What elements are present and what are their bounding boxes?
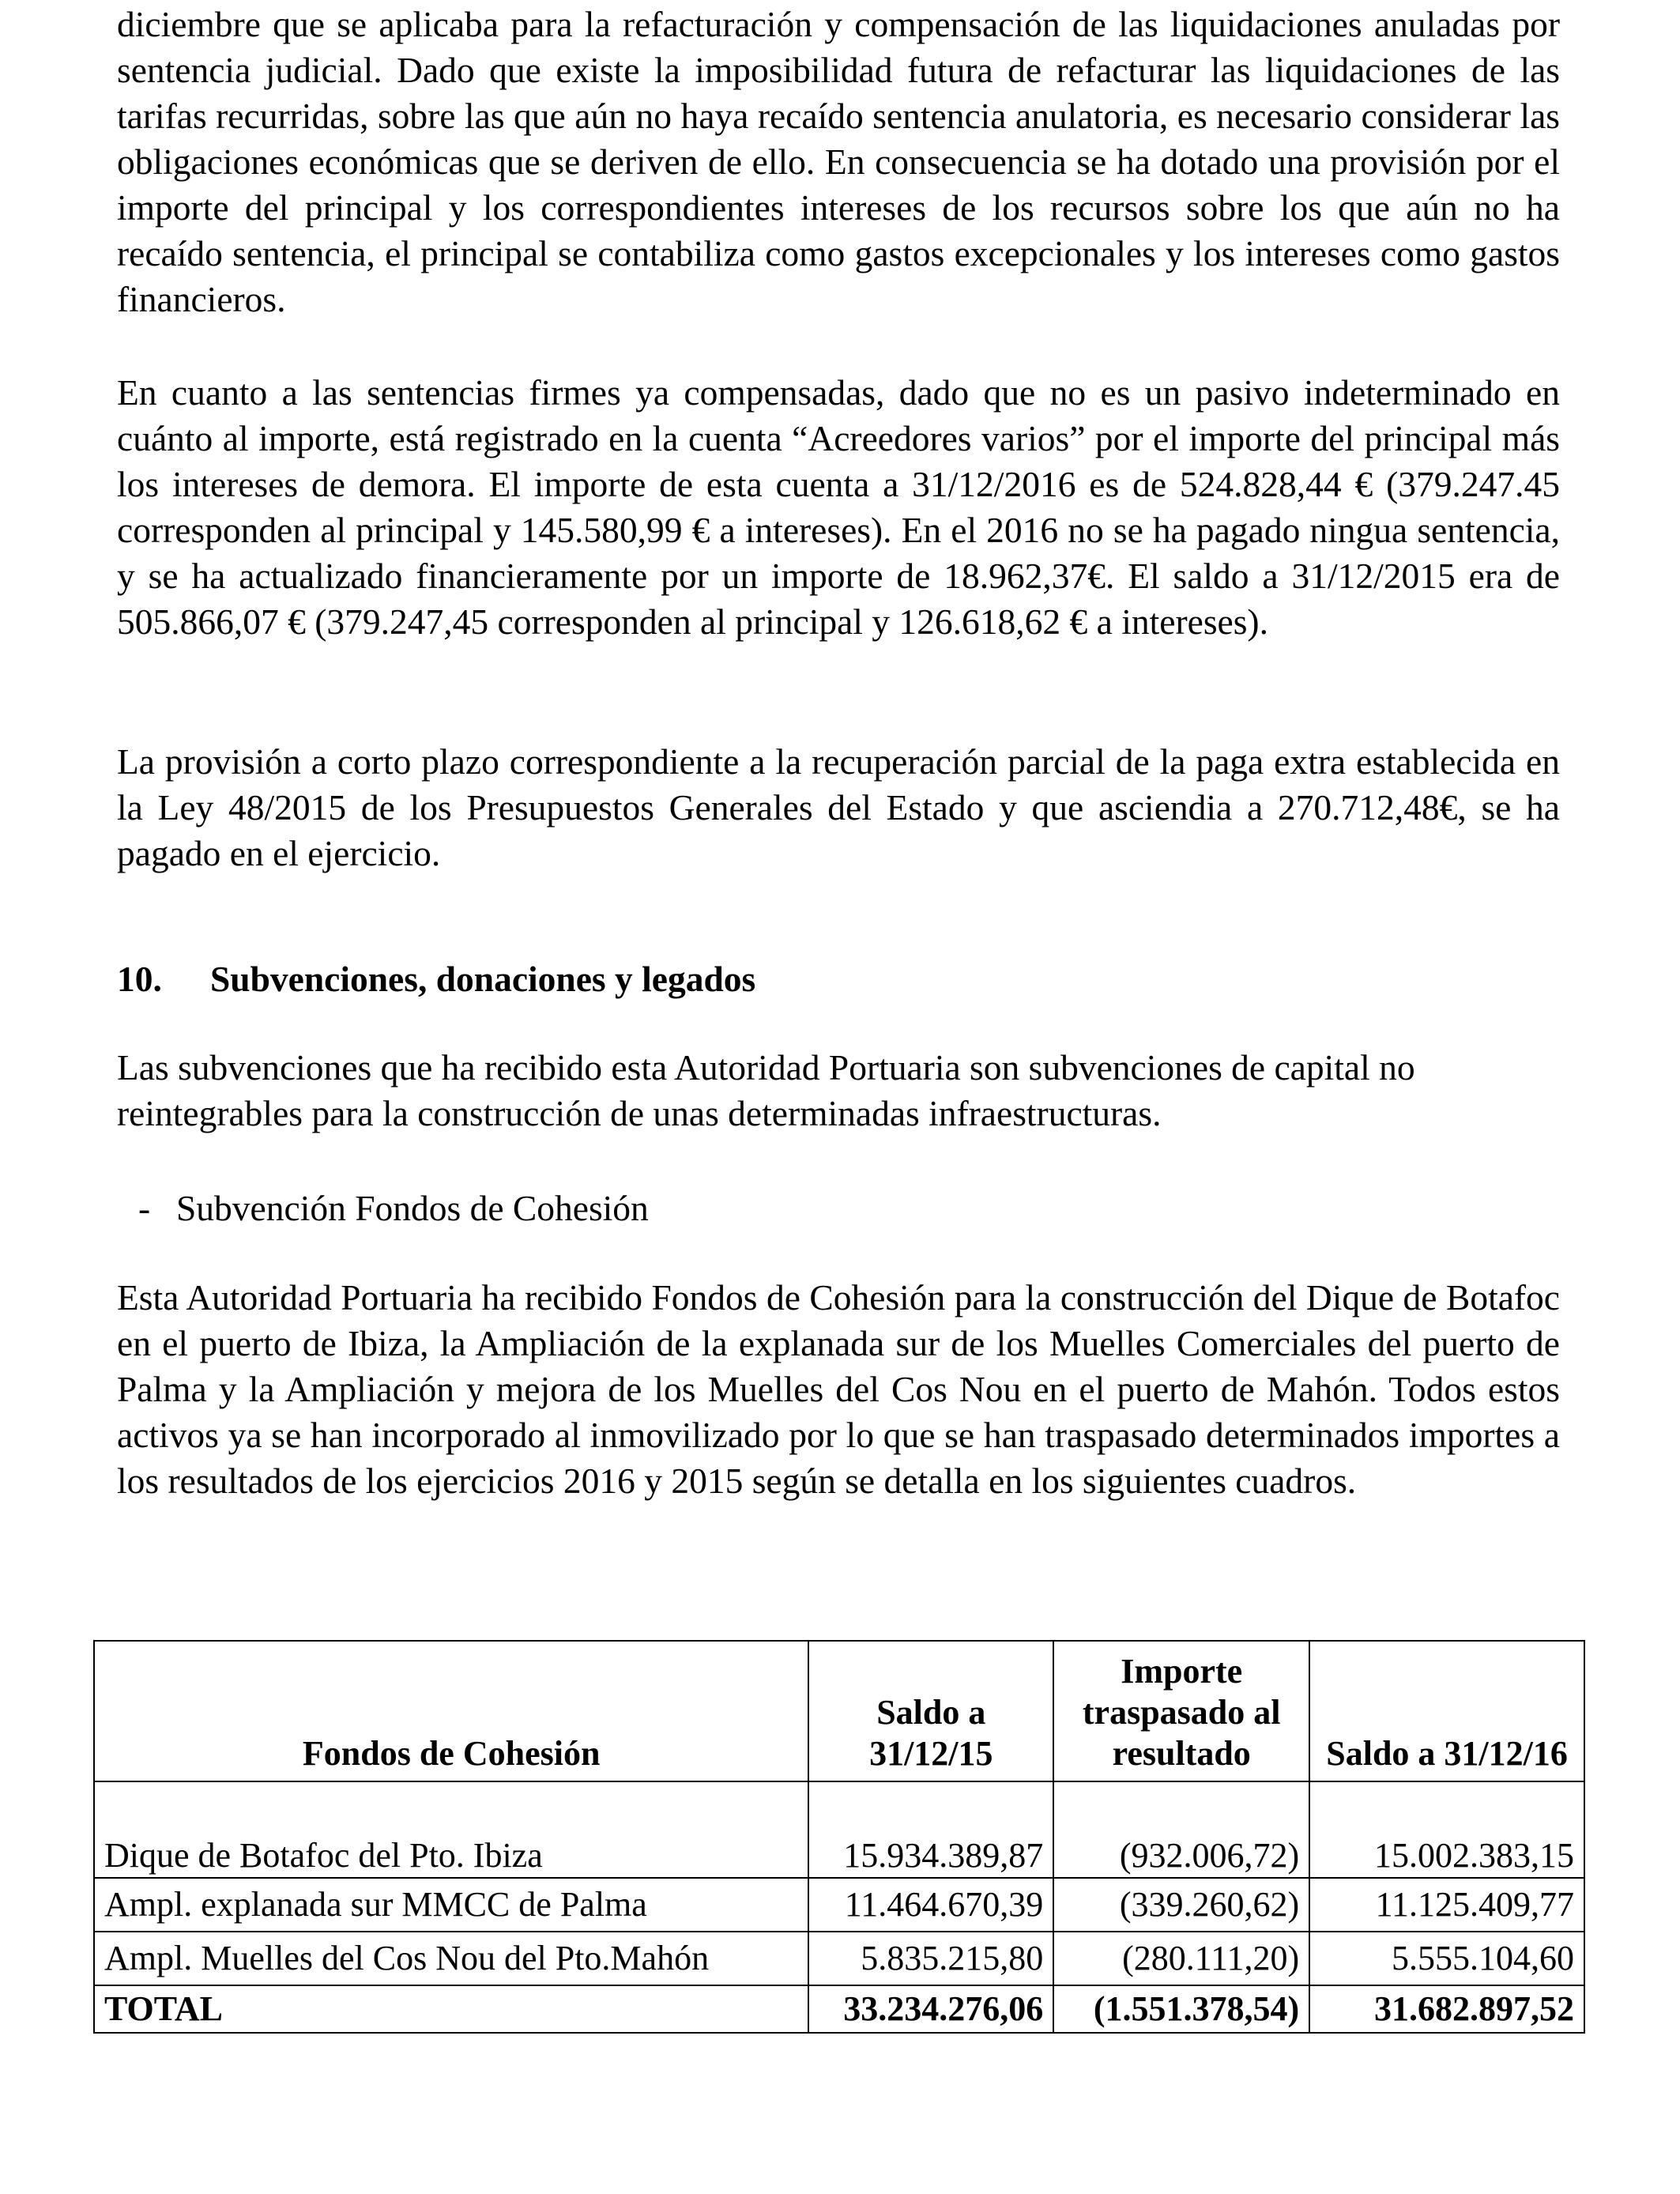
row-saldo-2016: 15.002.383,15 xyxy=(1309,1781,1584,1878)
header-saldo-2015: Saldo a 31/12/15 xyxy=(808,1641,1053,1781)
section-heading xyxy=(117,956,755,1002)
paragraph-subvenciones-intro: Las subvenciones que ha recibido esta Autoridad Portuaria son subvenciones de capital no reintegrables para la construcción de unas determinadas infraestructuras. xyxy=(117,1047,1415,1133)
row-label: Ampl. explanada sur MMCC de Palma xyxy=(94,1878,808,1932)
total-saldo-2016: 31.682.897,52 xyxy=(1309,1985,1584,2033)
paragraph-provision-refacturacion: diciembre que se aplicaba para la refacturación y compensación de las liquidaciones anuladas por sentencia judicial. Dado que existe la imposibilidad futura de refacturar las liquidaciones de las tarifas recurridas, sobre las que aún no haya recaído sentencia anulatoria, es necesario considerar las obligaciones económicas que se deriven de ello. En consecuencia se ha dotado una provisión por el importe del principal y los correspondientes intereses de los recursos sobre los que aún no ha recaído sentencia, el principal se contabiliza como gastos excepcionales y los intereses como gastos financieros. xyxy=(117,4,1560,319)
table-total-row xyxy=(94,1985,1584,2033)
paragraph-fondos-detalle: Esta Autoridad Portuaria ha recibido Fondos de Cohesión para la construcción del Dique de Botafoc en el puerto de Ibiza, la Ampliación de la explanada sur de los Muelles Comerciales del puerto de Palma y la Ampliación y mejora de los Muelles del Cos Nou en el puerto de Mahón. Todos estos activos ya se han incorporado al inmovilizado por lo que se han traspasado determinados importes a los resultados de los ejercicios 2016 y 2015 según se detalla en los siguientes cuadros. xyxy=(117,1277,1560,1501)
total-importe-traspasado: (1.551.378,54) xyxy=(1053,1985,1309,2033)
row-saldo-2016: 5.555.104,60 xyxy=(1309,1932,1584,1985)
row-importe-traspasado: (932.006,72) xyxy=(1053,1781,1309,1878)
row-saldo-2015: 11.464.670,39 xyxy=(808,1878,1053,1932)
row-saldo-2015: 15.934.389,87 xyxy=(808,1781,1053,1878)
table-row xyxy=(94,1932,1584,1985)
row-label: Dique de Botafoc del Pto. Ibiza xyxy=(94,1781,808,1878)
row-importe-traspasado: (280.111,20) xyxy=(1053,1932,1309,1985)
section-title: Subvenciones, donaciones y legados xyxy=(210,959,756,999)
row-saldo-2015: 5.835.215,80 xyxy=(808,1932,1053,1985)
total-saldo-2015: 33.234.276,06 xyxy=(808,1985,1053,2033)
fondos-cohesion-table xyxy=(93,1640,1585,2034)
section-number: 10. xyxy=(117,959,162,999)
header-fondos-cohesion: Fondos de Cohesión xyxy=(94,1641,808,1781)
bullet-dash: - xyxy=(138,1188,151,1228)
row-saldo-2016: 11.125.409,77 xyxy=(1309,1878,1584,1932)
table-row xyxy=(94,1781,1584,1878)
header-saldo-2016: Saldo a 31/12/16 xyxy=(1309,1641,1584,1781)
table-header-row xyxy=(94,1641,1584,1781)
total-label: TOTAL xyxy=(94,1985,808,2033)
bullet-item-fondos-cohesion xyxy=(138,1186,649,1231)
paragraph-paga-extra: La provisión a corto plazo correspondiente a la recuperación parcial de la paga extra establecida en la Ley 48/2015 de los Presupuestos Generales del Estado y que asciendia a 270.712,48€, se ha pagado en el ejercicio. xyxy=(117,741,1560,873)
header-importe-traspasado: Importe traspasado al resultado xyxy=(1053,1641,1309,1781)
row-label: Ampl. Muelles del Cos Nou del Pto.Mahón xyxy=(94,1932,808,1985)
bullet-text: Subvención Fondos de Cohesión xyxy=(176,1188,649,1228)
row-importe-traspasado: (339.260,62) xyxy=(1053,1878,1309,1932)
paragraph-sentencias-firmes: En cuanto a las sentencias firmes ya compensadas, dado que no es un pasivo indeterminado en cuánto al importe, está registrado en la cuenta “Acreedores varios” por el importe del principal más los intereses de demora. El importe de esta cuenta a 31/12/2016 es de 524.828,44 € (379.247.45 corresponden al principal y 145.580,99 € a intereses). En el 2016 no se ha pagado ningua sentencia, y se ha actualizado financieramente por un importe de 18.962,37€. El saldo a 31/12/2015 era de 505.866,07 € (379.247,45 corresponden al principal y 126.618,62 € a intereses). xyxy=(117,372,1560,642)
table-row xyxy=(94,1878,1584,1932)
